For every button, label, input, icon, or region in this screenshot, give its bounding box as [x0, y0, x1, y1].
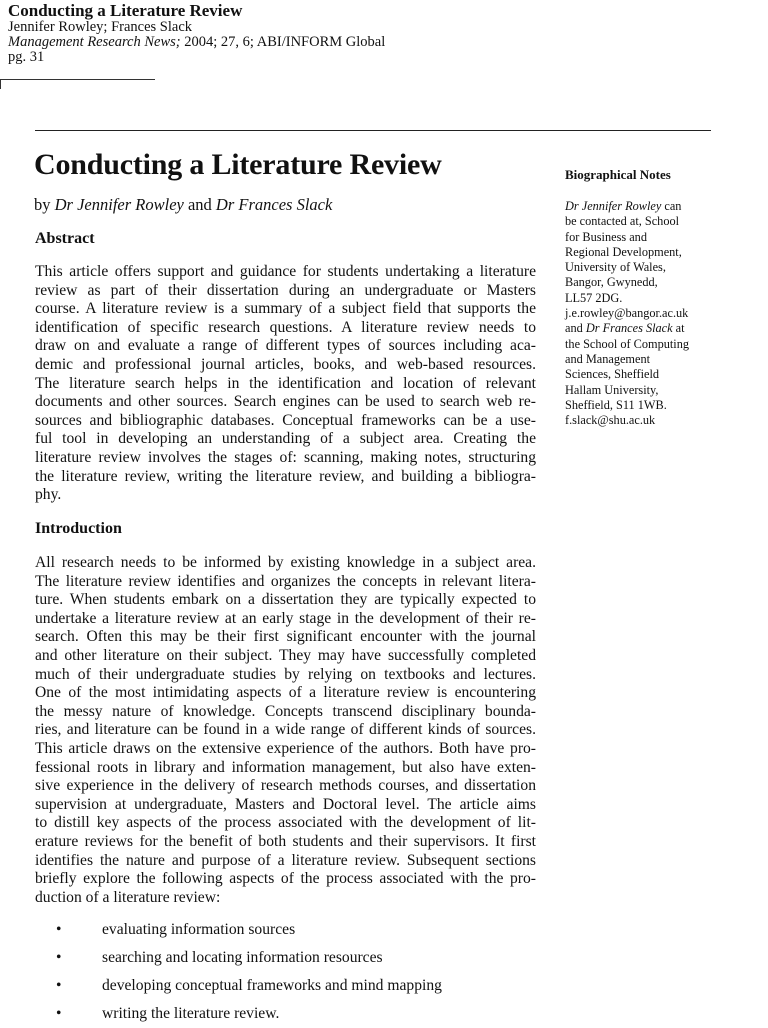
introduction-heading: Introduction: [35, 520, 122, 537]
bio-text: at: [672, 321, 685, 336]
bio-text: the School of Computing: [565, 336, 689, 351]
bio-text: and: [565, 321, 586, 336]
text-line: briefly explore the following aspects of the process associated with the pro-: [35, 870, 536, 888]
byline-and: and: [183, 195, 216, 214]
bullet-item: [35, 916, 535, 944]
text-line: ries, and literature can be found in a wide range of different kinds of sources.: [35, 721, 536, 739]
bio-line: [565, 337, 740, 352]
bullet-icon: •: [56, 921, 62, 938]
text-line: the messy nature of knowledge. Concepts transcend disciplinary bounda-: [35, 702, 536, 720]
bio-line: [565, 260, 740, 275]
text-line: undertake a literature review at an early stage in the development of their re-: [35, 609, 536, 627]
article-top-rule: [35, 130, 711, 131]
text-line: The literature review identifies and organizes the concepts in relevant litera-: [35, 572, 536, 590]
bio-line: [565, 199, 740, 214]
text-line: and other literature on their subject. They may have successfully completed: [35, 646, 536, 664]
text-line: All research needs to be informed by existing knowledge in a subject area.: [35, 554, 536, 571]
bio-text: Sheffield, S11 1WB.: [565, 397, 667, 412]
text-line: review as part of their dissertation during an undergraduate or Masters: [35, 281, 536, 299]
bio-text: and Management: [565, 351, 651, 366]
bio-line: [565, 245, 740, 260]
bullet-text: writing the literature review.: [102, 1005, 280, 1022]
bio-text: be contacted at, School: [565, 214, 680, 229]
bio-text: Regional Development,: [565, 244, 682, 259]
text-line: This article offers support and guidance for students undertaking a literature: [35, 263, 536, 280]
bio-text: Hallam University,: [565, 382, 659, 397]
citation-authors: Jennifer Rowley; Frances Slack: [8, 19, 193, 35]
text-line: The literature search helps in the identification and location of relevant: [35, 374, 536, 392]
citation-title: Conducting a Literature Review: [8, 1, 243, 20]
text-line: This article draws on the extensive experience of the authors. Both have pro-: [35, 739, 536, 757]
text-line: documents and other sources. Search engines can be used to search web re-: [35, 393, 536, 411]
text-line: ture. When students embark on a dissertation they are typically expected to: [35, 591, 536, 609]
biographical-notes-heading: Biographical Notes: [565, 167, 671, 182]
header-divider: [0, 79, 155, 80]
biographical-notes-body: [565, 199, 740, 428]
biographical-notes: [565, 167, 740, 428]
abstract-body: [35, 263, 536, 505]
bullet-icon: •: [56, 977, 62, 994]
bio-line: [565, 230, 740, 245]
text-line: phy.: [35, 486, 62, 504]
text-line: search. Often this may be their first significant encounter with the journal: [35, 628, 536, 646]
bullet-text: evaluating information sources: [102, 921, 296, 938]
bio-text: University of Wales,: [565, 260, 666, 275]
text-line: erature reviews for the benefit of both students and their supervisors. It first: [35, 832, 536, 850]
text-line: identifies the nature and purpose of a literature review. Subsequent sections: [35, 851, 536, 869]
bullet-text: searching and locating information resources: [102, 949, 383, 966]
abstract-heading: Abstract: [35, 230, 95, 247]
text-line: course. A literature review is a summary of a subject field that supports the: [35, 300, 536, 318]
bio-text: can: [661, 199, 682, 213]
bio-line: [565, 398, 740, 413]
article-byline: [34, 195, 332, 215]
bullet-icon: •: [56, 949, 62, 966]
bio-line: [565, 275, 740, 290]
bio-line: [565, 321, 740, 336]
bio-text: f.slack@shu.ac.uk: [565, 413, 656, 428]
text-line: sive experience in the delivery of research methods courses, and dissertation: [35, 777, 536, 795]
bio-text: LL57 2DG.: [565, 290, 623, 305]
byline-author-2: Dr Frances Slack: [215, 195, 333, 214]
bio-line: [565, 214, 740, 229]
citation-page: pg. 31: [8, 49, 45, 65]
bio-line: [565, 306, 740, 321]
citation-source: [8, 35, 385, 50]
bio-line: [565, 367, 740, 382]
text-line: to distill key aspects of the process associated with the development of lit-: [35, 814, 536, 832]
bio-text: Sciences, Sheffield: [565, 367, 660, 382]
article-title: Conducting a Literature Review: [34, 148, 442, 181]
text-line: the literature review, writing the literature review, and building a bibliogra-: [35, 467, 536, 485]
byline-by: by: [34, 195, 55, 214]
text-line: supervision at undergraduate, Masters and Doctoral level. The article aims: [35, 795, 536, 813]
text-line: identification of specific research questions. A literature review needs to: [35, 318, 536, 336]
bio-text: j.e.rowley@bangor.ac.uk: [565, 306, 689, 321]
text-line: sources and bibliographic databases. Conceptual frameworks can be a use-: [35, 411, 536, 429]
byline-author-1: Dr Jennifer Rowley: [54, 195, 184, 214]
bio-line: [565, 352, 740, 367]
header-divider-tick: [0, 79, 1, 89]
text-line: draw on and evaluate a range of different types of sources including aca-: [35, 337, 536, 355]
text-line: demic and professional journal articles, books, and web-based resources.: [35, 355, 536, 373]
introduction-body: [35, 554, 536, 907]
bio-line: [565, 413, 740, 428]
text-line: One of the most intimidating aspects of a literature review is encountering: [35, 684, 536, 702]
bio-text: for Business and: [565, 229, 647, 244]
bio-line: [565, 291, 740, 306]
text-line: fessional roots in library and information management, but also have exten-: [35, 758, 536, 776]
citation-header: [8, 2, 385, 65]
bullet-item: [35, 944, 535, 972]
citation-volume: 2004; 27, 6; ABI/INFORM Global: [180, 34, 386, 50]
bullet-icon: •: [56, 1005, 62, 1022]
introduction-bullet-list: [35, 916, 535, 1028]
text-line: ful tool in developing an understanding of a subject area. Creating the: [35, 430, 536, 448]
text-line: duction of a literature review:: [35, 888, 221, 906]
bio-text: Bangor, Gwynedd,: [565, 275, 658, 290]
bio-line: [565, 383, 740, 398]
text-line: literature review involves the stages of: scanning, making notes, structuring: [35, 448, 536, 466]
bio-text: Dr Frances Slack: [585, 321, 673, 336]
bullet-item: [35, 972, 535, 1000]
bio-text: Dr Jennifer Rowley: [565, 199, 662, 213]
citation-journal: Management Research News;: [8, 34, 181, 50]
text-line: much of their undergraduate studies by relying on textbooks and lectures.: [35, 665, 536, 683]
bullet-text: developing conceptual frameworks and mind mapping: [102, 977, 442, 994]
